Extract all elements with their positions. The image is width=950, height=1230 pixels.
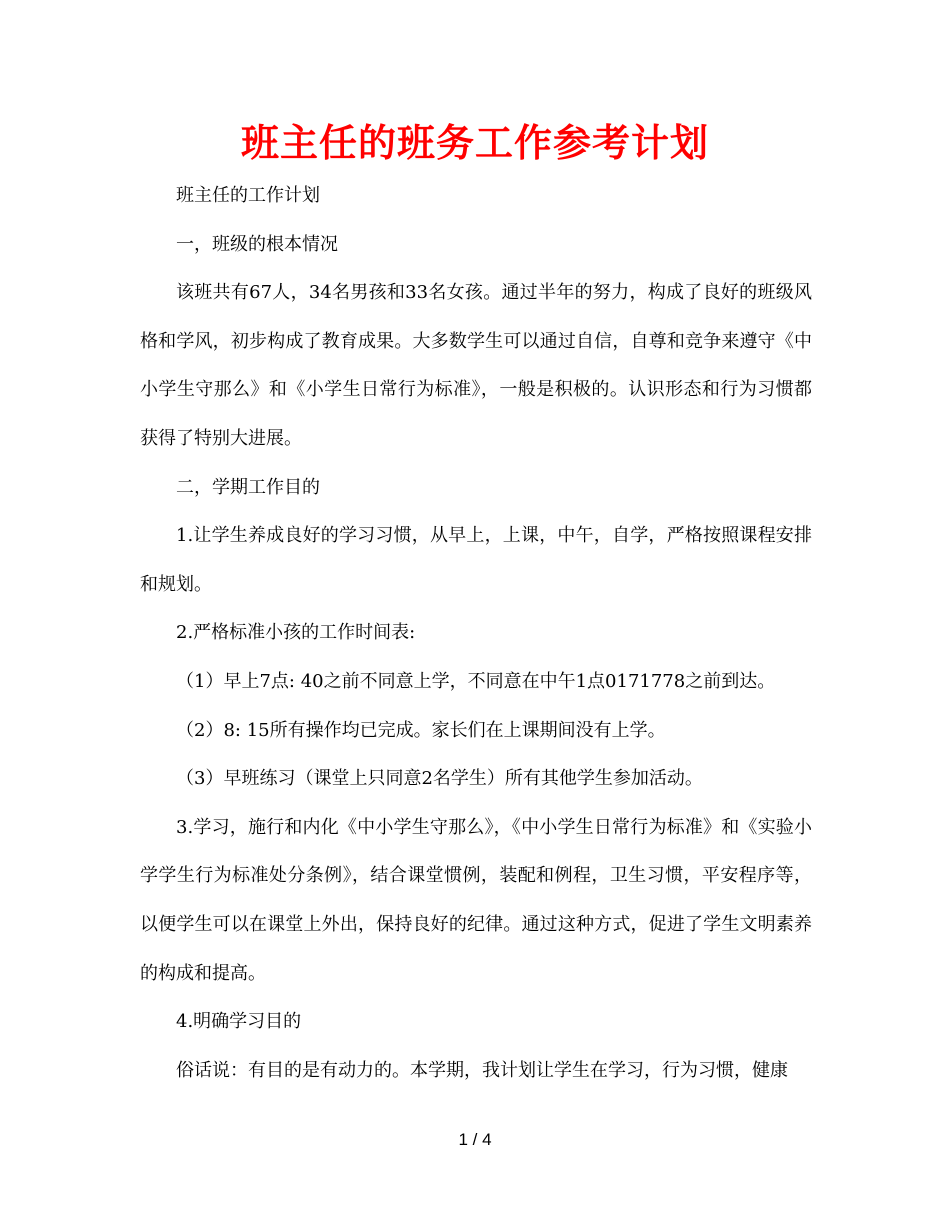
paragraph: 俗话说：有目的是有动力的。本学期，我计划让学生在学习，行为习惯，健康 — [176, 1059, 788, 1081]
section-heading-goals: 二，学期工作目的 — [176, 476, 320, 498]
page-number: 1 / 4 — [458, 1130, 492, 1149]
paragraph: 2.严格标准小孩的工作时间表: — [176, 622, 416, 644]
paragraph-heading: 班主任的工作计划 — [176, 185, 320, 206]
list-item: （3）早班练习（课堂上只同意2名学生）所有其他学生参加活动。 — [176, 768, 703, 790]
document-title: 班主任的班务工作参考计划 — [240, 121, 709, 165]
list-item: （2）8: 15所有操作均已完成。家长们在上课期间没有上学。 — [176, 719, 666, 741]
paragraph: 该班共有67人，34名男孩和33名女孩。通过半年的努力，构成了良好的班级风格和学风，初步构成了教育成果。大多数学生可以通过自信，自尊和竞争来遵守《中小学生守那么》和《小学生日常行为标准》，一般是积极的。认识形态和行为习惯都获得了特别大进展。 — [140, 282, 812, 449]
paragraph: 4.明确学习目的 — [176, 1011, 302, 1033]
section-heading-class-situation: 一，班级的根本情况 — [176, 233, 338, 255]
document-body — [140, 172, 812, 1095]
paragraph: 3.学习，施行和内化《中小学生守那么》，《中小学生日常行为标准》和《实验小学学生行为标准处分条例》，结合课堂惯例，装配和例程，卫生习惯，平安程序等，以便学生可以在课堂上外出，保持良好的纪律。通过这种方式，促进了学生文明素养的构成和提高。 — [140, 816, 812, 984]
list-item: （1）早上7点: 40之前不同意上学，不同意在中午1点0171778之前到达。 — [176, 670, 776, 692]
paragraph: 1.让学生养成良好的学习习惯，从早上，上课，中午，自学，严格按照课程安排和规划。 — [140, 525, 812, 595]
